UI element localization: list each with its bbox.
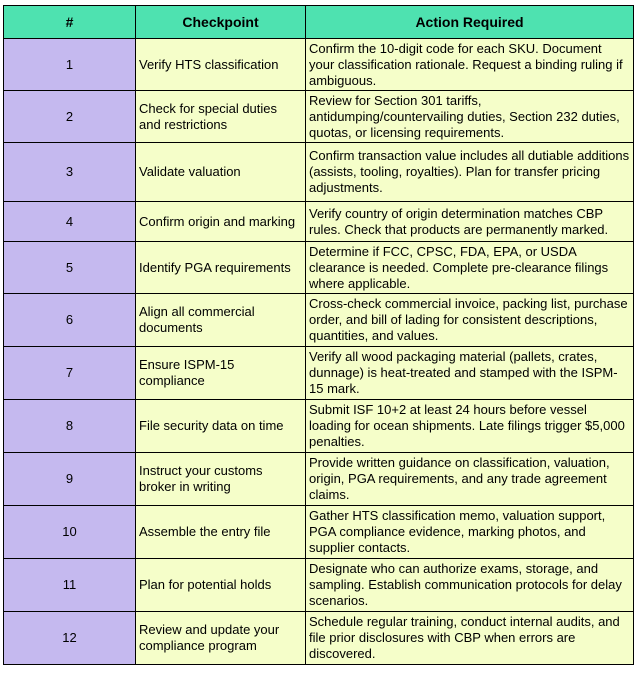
action-required-cell: Schedule regular training, conduct internal audits, and file prior disclosures with CBP when errors are discovered.	[306, 612, 634, 665]
checkpoint-cell: Assemble the entry file	[136, 506, 306, 559]
checklist-sheet	[3, 5, 634, 665]
table-row	[4, 39, 634, 91]
checklist-rows	[4, 39, 634, 665]
checkpoint-cell: Identify PGA requirements	[136, 242, 306, 294]
action-required-cell: Verify all wood packaging material (pallets, crates, dunnage) is heat-treated and stamped with the ISPM-15 mark.	[306, 347, 634, 400]
row-number-cell: 1	[4, 39, 136, 91]
action-required-cell: Designate who can authorize exams, storage, and sampling. Establish communication protocols for delay scenarios.	[306, 559, 634, 612]
row-number-cell: 11	[4, 559, 136, 612]
checkpoint-cell: Verify HTS classification	[136, 39, 306, 91]
compliance-checklist-table	[3, 5, 634, 665]
action-required-cell: Review for Section 301 tariffs, antidumping/countervailing duties, Section 232 duties, quotas, or licensing requirements.	[306, 91, 634, 143]
header-number: #	[4, 6, 136, 39]
row-number-cell: 3	[4, 143, 136, 202]
row-number-cell: 8	[4, 400, 136, 453]
checkpoint-cell: Check for special duties and restrictions	[136, 91, 306, 143]
checkpoint-cell: Validate valuation	[136, 143, 306, 202]
table-row	[4, 506, 634, 559]
action-required-cell: Determine if FCC, CPSC, FDA, EPA, or USDA clearance is needed. Complete pre-clearance filings where applicable.	[306, 242, 634, 294]
row-number-cell: 2	[4, 91, 136, 143]
row-number-cell: 12	[4, 612, 136, 665]
header-action-required: Action Required	[306, 6, 634, 39]
table-row	[4, 202, 634, 242]
table-row	[4, 612, 634, 665]
action-required-cell: Confirm transaction value includes all dutiable additions (assists, tooling, royalties). Plan for transfer pricing adjustments.	[306, 143, 634, 202]
table-row	[4, 91, 634, 143]
header-row	[4, 6, 634, 39]
row-number-cell: 9	[4, 453, 136, 506]
checkpoint-cell: Review and update your compliance program	[136, 612, 306, 665]
checkpoint-cell: Confirm origin and marking	[136, 202, 306, 242]
checkpoint-cell: Instruct your customs broker in writing	[136, 453, 306, 506]
action-required-cell: Submit ISF 10+2 at least 24 hours before vessel loading for ocean shipments. Late filings trigger $5,000 penalties.	[306, 400, 634, 453]
table-row	[4, 294, 634, 347]
table-row	[4, 400, 634, 453]
table-row	[4, 347, 634, 400]
row-number-cell: 6	[4, 294, 136, 347]
row-number-cell: 5	[4, 242, 136, 294]
table-row	[4, 453, 634, 506]
table-row	[4, 143, 634, 202]
action-required-cell: Provide written guidance on classification, valuation, origin, PGA requirements, and any trade agreement claims.	[306, 453, 634, 506]
row-number-cell: 10	[4, 506, 136, 559]
action-required-cell: Verify country of origin determination matches CBP rules. Check that products are permanently marked.	[306, 202, 634, 242]
checkpoint-cell: File security data on time	[136, 400, 306, 453]
table-row	[4, 559, 634, 612]
action-required-cell: Gather HTS classification memo, valuation support, PGA compliance evidence, marking photos, and supplier contacts.	[306, 506, 634, 559]
checkpoint-cell: Align all commercial documents	[136, 294, 306, 347]
checkpoint-cell: Ensure ISPM-15 compliance	[136, 347, 306, 400]
checkpoint-cell: Plan for potential holds	[136, 559, 306, 612]
row-number-cell: 4	[4, 202, 136, 242]
action-required-cell: Cross-check commercial invoice, packing list, purchase order, and bill of lading for consistent descriptions, quantities, and values.	[306, 294, 634, 347]
header-checkpoint: Checkpoint	[136, 6, 306, 39]
table-row	[4, 242, 634, 294]
row-number-cell: 7	[4, 347, 136, 400]
action-required-cell: Confirm the 10-digit code for each SKU. Document your classification rationale. Request a binding ruling if ambiguous.	[306, 39, 634, 91]
